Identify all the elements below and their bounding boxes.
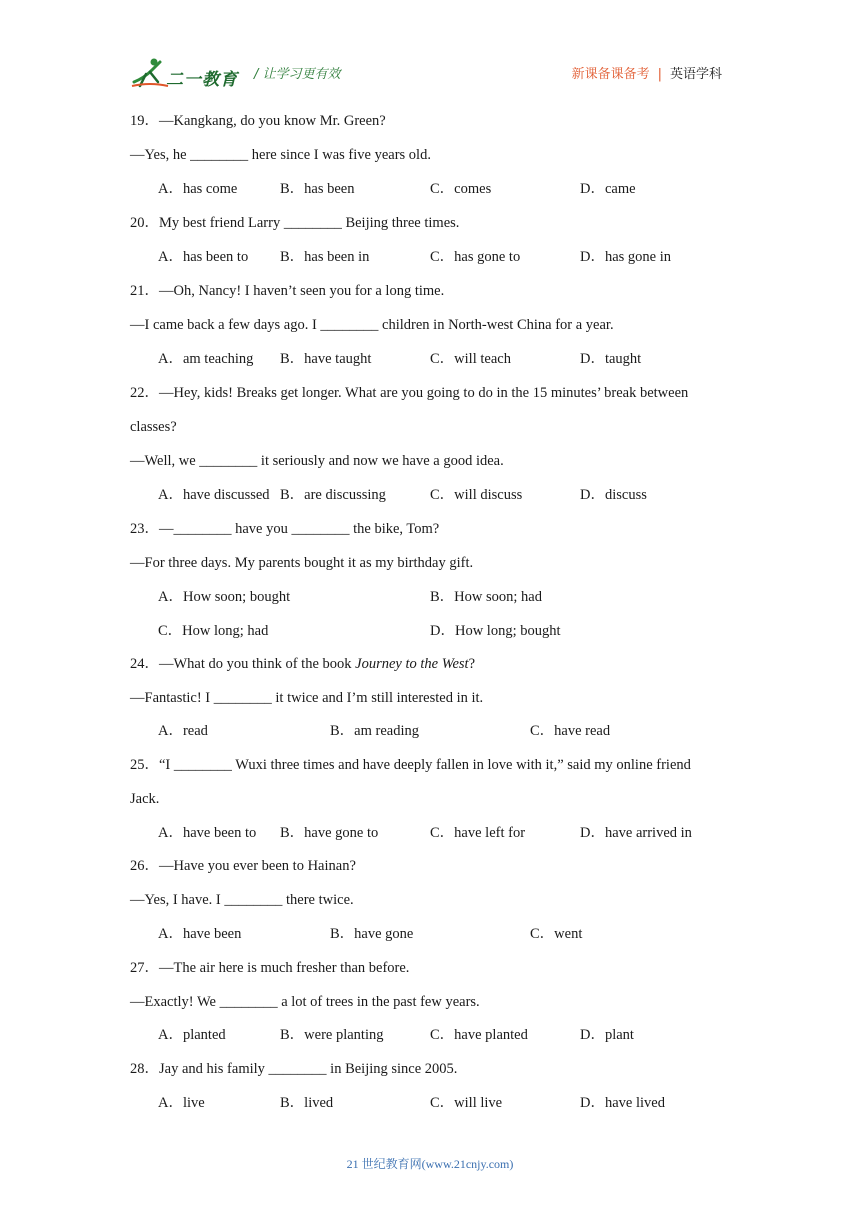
question-21-line: —I came back a few days ago. I ________ children in North-west China for a year. bbox=[130, 317, 614, 333]
question-25-option-d[interactable]: D．have arrived in bbox=[580, 825, 692, 841]
question-28-option-d[interactable]: D．have lived bbox=[580, 1095, 665, 1111]
question-27-option-b[interactable]: B．were planting bbox=[280, 1027, 384, 1043]
question-24-text: 24．—What do you think of the book bbox=[130, 656, 356, 672]
question-24-line: —Fantastic! I ________ it twice and I’m still interested in it. bbox=[130, 690, 484, 706]
question-24-option-b[interactable]: B．am reading bbox=[330, 723, 419, 739]
question-26-option-b[interactable]: B．have gone bbox=[330, 926, 414, 942]
question-21-option-c[interactable]: C．will teach bbox=[430, 351, 511, 367]
question-21-option-b[interactable]: B．have taught bbox=[280, 351, 372, 367]
question-27-option-c[interactable]: C．have planted bbox=[430, 1027, 528, 1043]
question-20-option-a[interactable]: A．has been to bbox=[158, 249, 249, 265]
question-28-option-b[interactable]: B．lived bbox=[280, 1095, 334, 1111]
question-21-option-a[interactable]: A．am teaching bbox=[158, 351, 254, 367]
question-25-option-a[interactable]: A．have been to bbox=[158, 825, 257, 841]
header-course-text: 新课备课备考 bbox=[571, 67, 650, 82]
question-23-line: —For three days. My parents bought it as my birthday gift. bbox=[130, 555, 474, 571]
question-28-option-c[interactable]: C．will live bbox=[430, 1095, 503, 1111]
question-23-option-c[interactable]: C．How long; had bbox=[158, 623, 269, 639]
question-23: 23．—________ have you ________ the bike, Tom? bbox=[130, 521, 440, 537]
question-19-option-c[interactable]: C．comes bbox=[430, 181, 492, 197]
header-subject-text: 英语学科 bbox=[669, 67, 722, 82]
question-24 bbox=[130, 655, 475, 673]
page-header bbox=[130, 52, 730, 92]
question-27-option-d[interactable]: D．plant bbox=[580, 1027, 634, 1043]
logo-text: 二一教育 bbox=[166, 70, 238, 90]
question-19-line: —Yes, he ________ here since I was five years old. bbox=[130, 147, 431, 163]
question-28: 28．Jay and his family ________ in Beijing since 2005. bbox=[130, 1061, 458, 1077]
header-slogan: / 让学习更有效 bbox=[254, 67, 341, 82]
question-26-option-c[interactable]: C．went bbox=[530, 926, 583, 942]
question-21: 21．—Oh, Nancy! I haven’t seen you for a long time. bbox=[130, 283, 445, 299]
question-22-line-2: —Well, we ________ it seriously and now we have a good idea. bbox=[130, 453, 504, 469]
question-19-option-d[interactable]: D．came bbox=[580, 181, 636, 197]
question-21-option-d[interactable]: D．taught bbox=[580, 351, 642, 367]
question-25-option-b[interactable]: B．have gone to bbox=[280, 825, 379, 841]
question-26-line: —Yes, I have. I ________ there twice. bbox=[130, 892, 354, 908]
header-subject bbox=[572, 63, 722, 82]
question-22-line-1: classes? bbox=[130, 419, 177, 435]
question-25-line: Jack. bbox=[130, 791, 160, 807]
logo bbox=[130, 56, 240, 90]
question-19-option-b[interactable]: B．has been bbox=[280, 181, 355, 197]
runner-logo-icon bbox=[130, 56, 170, 90]
question-28-option-a[interactable]: A．live bbox=[158, 1095, 205, 1111]
question-20-option-c[interactable]: C．has gone to bbox=[430, 249, 521, 265]
question-20: 20．My best friend Larry ________ Beijing three times. bbox=[130, 215, 460, 231]
question-27-option-a[interactable]: A．planted bbox=[158, 1027, 226, 1043]
question-23-option-a[interactable]: A．How soon; bought bbox=[158, 589, 291, 605]
question-24-option-c[interactable]: C．have read bbox=[530, 723, 611, 739]
question-23-option-d[interactable]: D．How long; bought bbox=[430, 623, 561, 639]
question-26-option-a[interactable]: A．have been bbox=[158, 926, 242, 942]
question-22-option-b[interactable]: B．are discussing bbox=[280, 487, 386, 503]
question-24-end: ? bbox=[468, 656, 476, 672]
header-separator: | bbox=[657, 67, 662, 82]
question-20-option-d[interactable]: D．has gone in bbox=[580, 249, 672, 265]
page-footer: 21 世纪教育网(www.21cnjy.com) bbox=[346, 1157, 514, 1171]
question-27: 27．—The air here is much fresher than before. bbox=[130, 960, 410, 976]
question-24-book-title: Journey to the West bbox=[355, 656, 469, 672]
question-25: 25．“I ________ Wuxi three times and have deeply fallen in love with it,” said my online friend bbox=[130, 757, 691, 773]
question-25-option-c[interactable]: C．have left for bbox=[430, 825, 526, 841]
question-23-option-b[interactable]: B．How soon; had bbox=[430, 589, 542, 605]
question-22-option-d[interactable]: D．discuss bbox=[580, 487, 647, 503]
question-26: 26．—Have you ever been to Hainan? bbox=[130, 858, 356, 874]
question-19: 19．—Kangkang, do you know Mr. Green? bbox=[130, 113, 386, 129]
question-22: 22．—Hey, kids! Breaks get longer. What are you going to do in the 15 minutes’ break between bbox=[130, 385, 689, 401]
question-19-option-a[interactable]: A．has come bbox=[158, 181, 238, 197]
question-27-line: —Exactly! We ________ a lot of trees in the past few years. bbox=[130, 994, 480, 1010]
question-24-option-a[interactable]: A．read bbox=[158, 723, 208, 739]
question-22-option-c[interactable]: C．will discuss bbox=[430, 487, 523, 503]
question-20-option-b[interactable]: B．has been in bbox=[280, 249, 370, 265]
question-22-option-a[interactable]: A．have discussed bbox=[158, 487, 270, 503]
